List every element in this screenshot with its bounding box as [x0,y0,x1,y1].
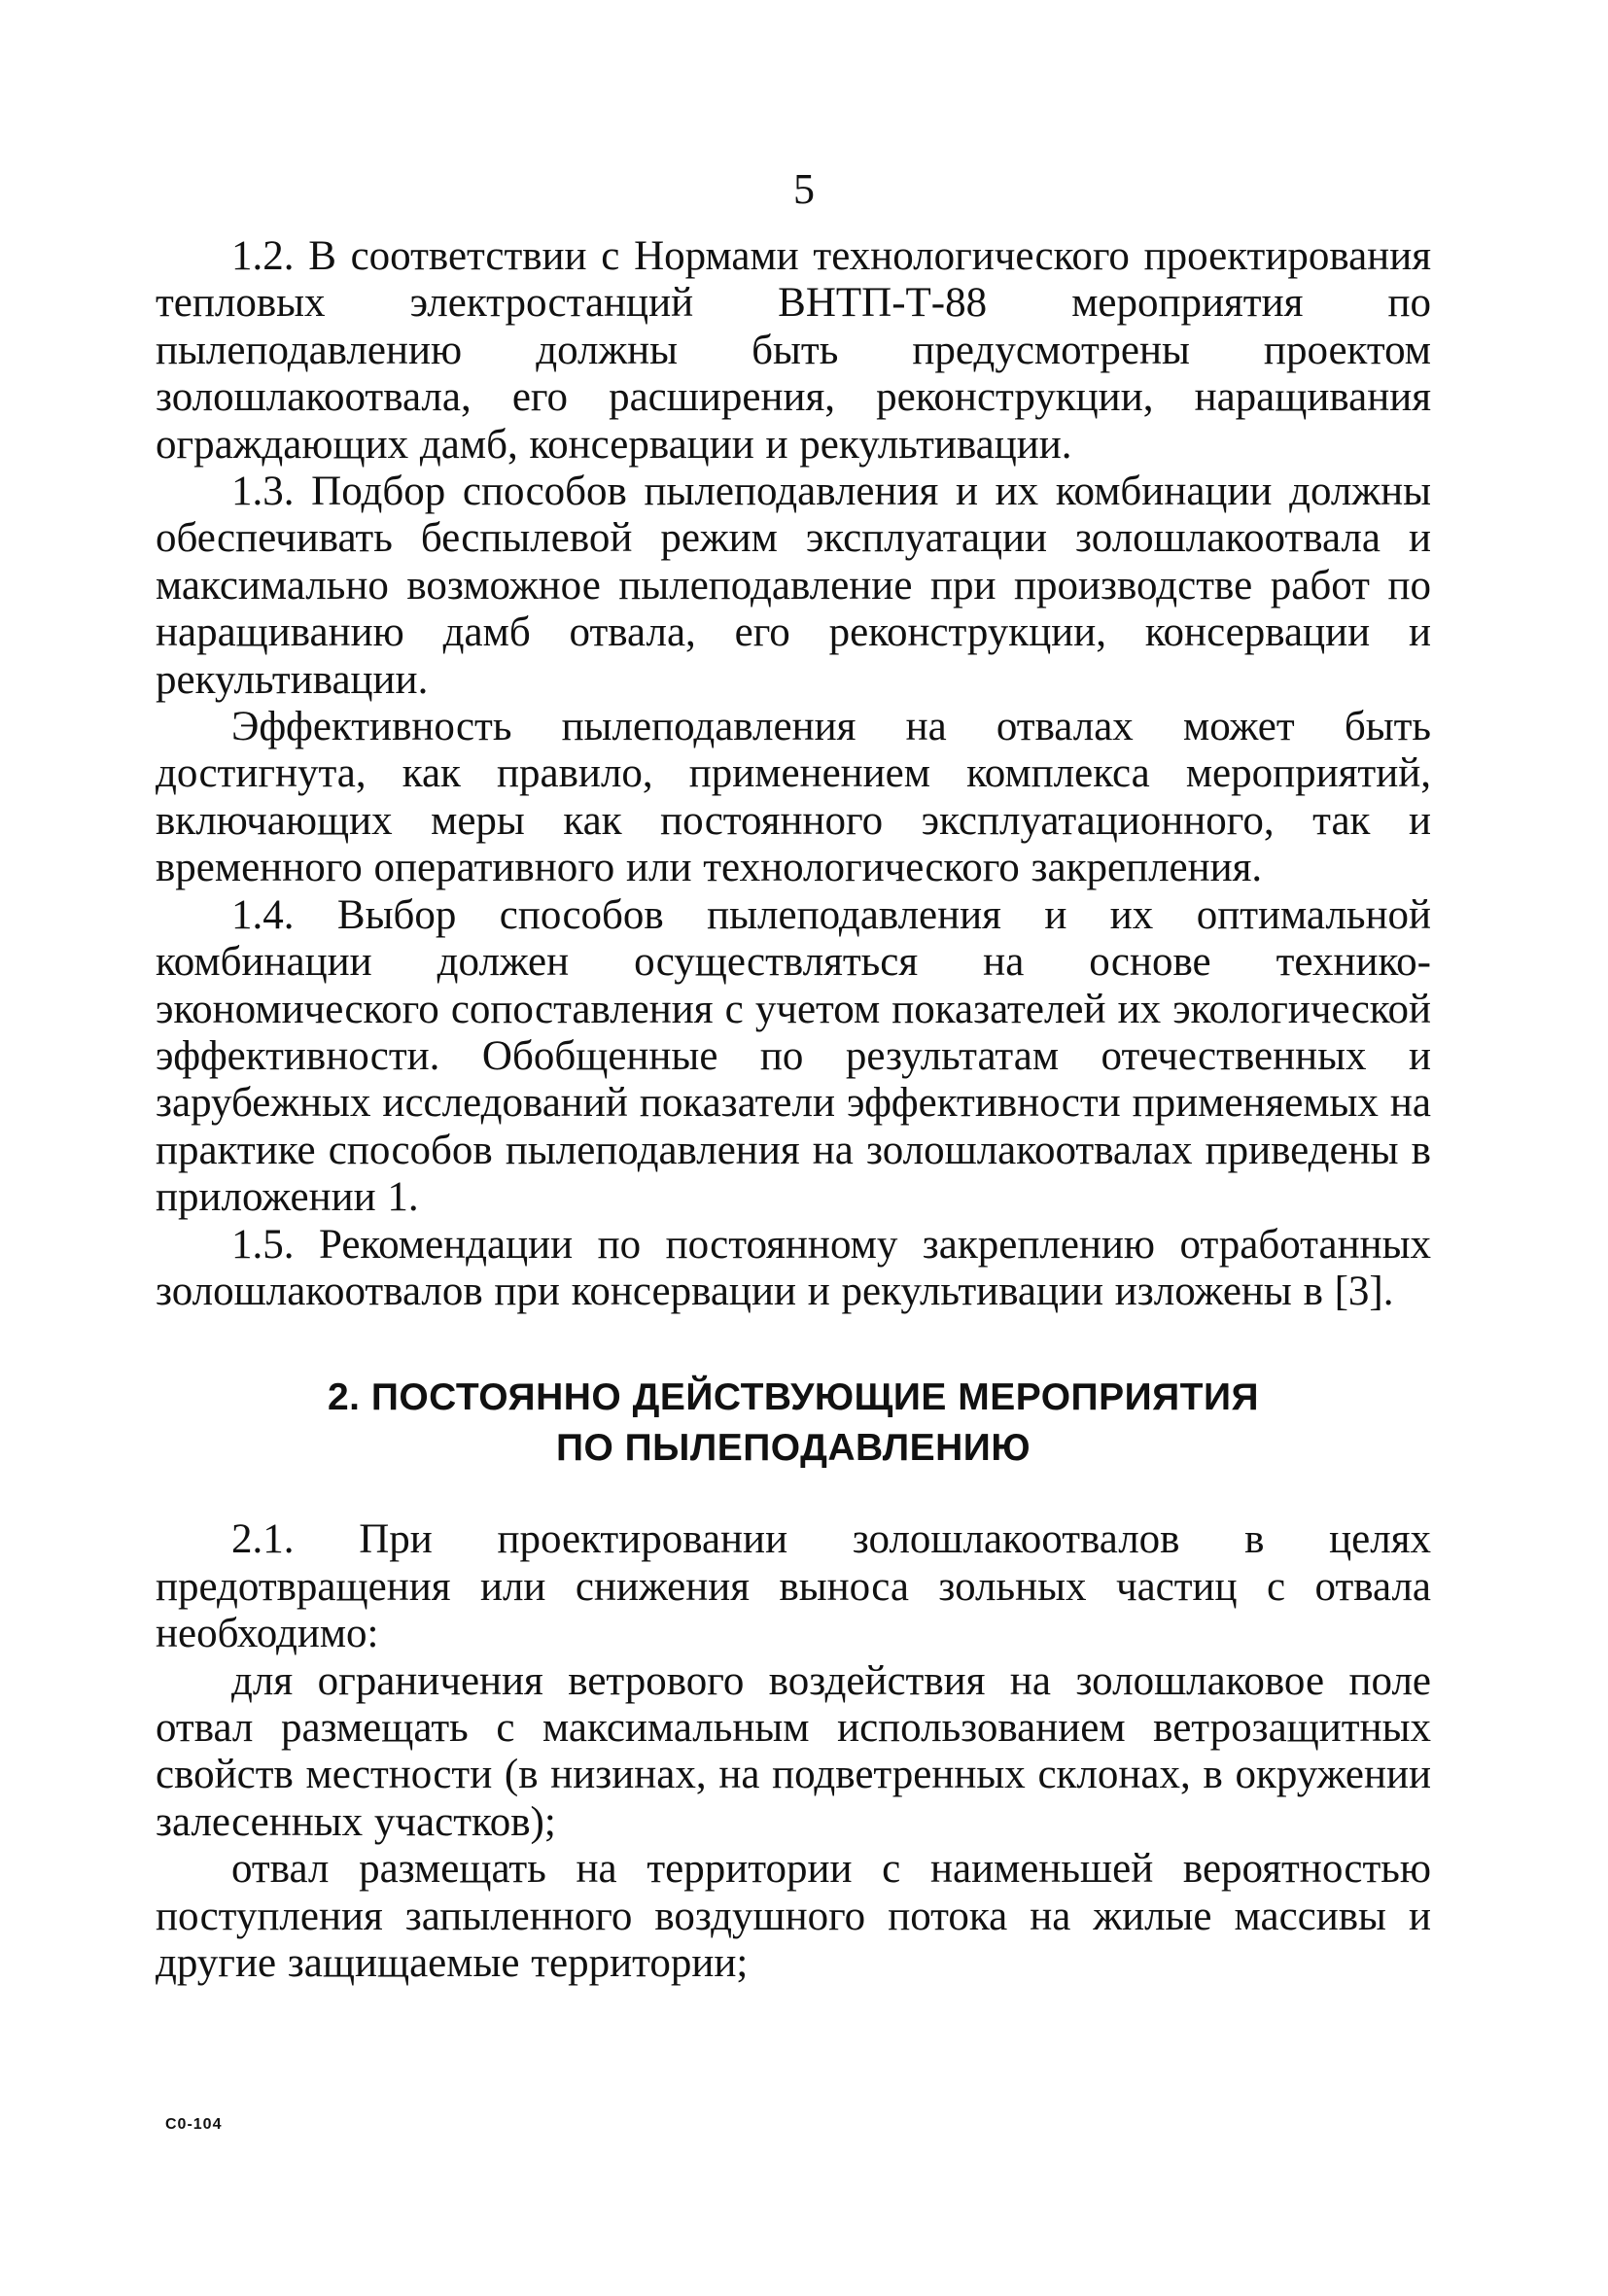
paragraph-effectiveness: Эффективность пылеподавления на отвалах может быть достигнута, как правило, применением комплекса мероприятий, включающих меры как постоянного эксплуатационного, так и временного оперативного или технологического закрепления. [156,704,1431,891]
section-heading-line-2: ПО ПЫЛЕПОДАВЛЕНИЮ [555,1427,1031,1470]
paragraph-1-3: 1.3. Подбор способов пылеподавления и их комбинации должны обеспечивать беспылевой режим эксплуатации золошлакоотвала и максимально возможное пылеподавление при производстве работ по наращиванию дамб отвала, его реконструкции, консервации и рекультивации. [156,469,1431,703]
document-body [156,233,1431,1987]
paragraph-1-4: 1.4. Выбор способов пылеподавления и их оптимальной комбинации должен осуществляться на основе технико-экономического сопоставления с учетом показателей их экологической эффективности. Обобщенные по результатам отечественных и зарубежных исследований показатели эффективности применяемых на практике способов пылеподавления на золошлакоотвалах приведены в приложении 1. [156,891,1431,1221]
footer-code: С0-104 [165,2116,223,2133]
section-heading-line-1: 2. ПОСТОЯННО ДЕЙСТВУЮЩИЕ МЕРОПРИЯТИЯ [327,1376,1260,1419]
section-heading [156,1373,1431,1474]
paragraph-placement: отвал размещать на территории с наименьшей вероятностью поступления запыленного воздушного потока на жилые массивы и другие защищаемые территории; [156,1846,1431,1986]
paragraph-1-2: 1.2. В соответствии с Нормами технологического проектирования тепловых электростанций ВНТП-Т-88 мероприятия по пылеподавлению должны быть предусмотрены проектом золошлакоотвала, его расширения, реконструкции, наращивания ограждающих дамб, консервации и рекультивации. [156,233,1431,468]
paragraph-1-5: 1.5. Рекомендации по постоянному закреплению отработанных золошлакоотвалов при консервации и рекультивации изложены в [3]. [156,1221,1431,1314]
paragraph-2-1: 2.1. При проектировании золошлакоотвалов в целях предотвращения или снижения выноса зольных частиц с отвала необходимо: [156,1516,1431,1657]
page-number: 5 [793,165,815,213]
paragraph-wind-protection: для ограничения ветрового воздействия на золошлаковое поле отвал размещать с максимальным использованием ветрозащитных свойств местности (в низинах, на подветренных склонах, в окружении залесенных участков); [156,1657,1431,1845]
